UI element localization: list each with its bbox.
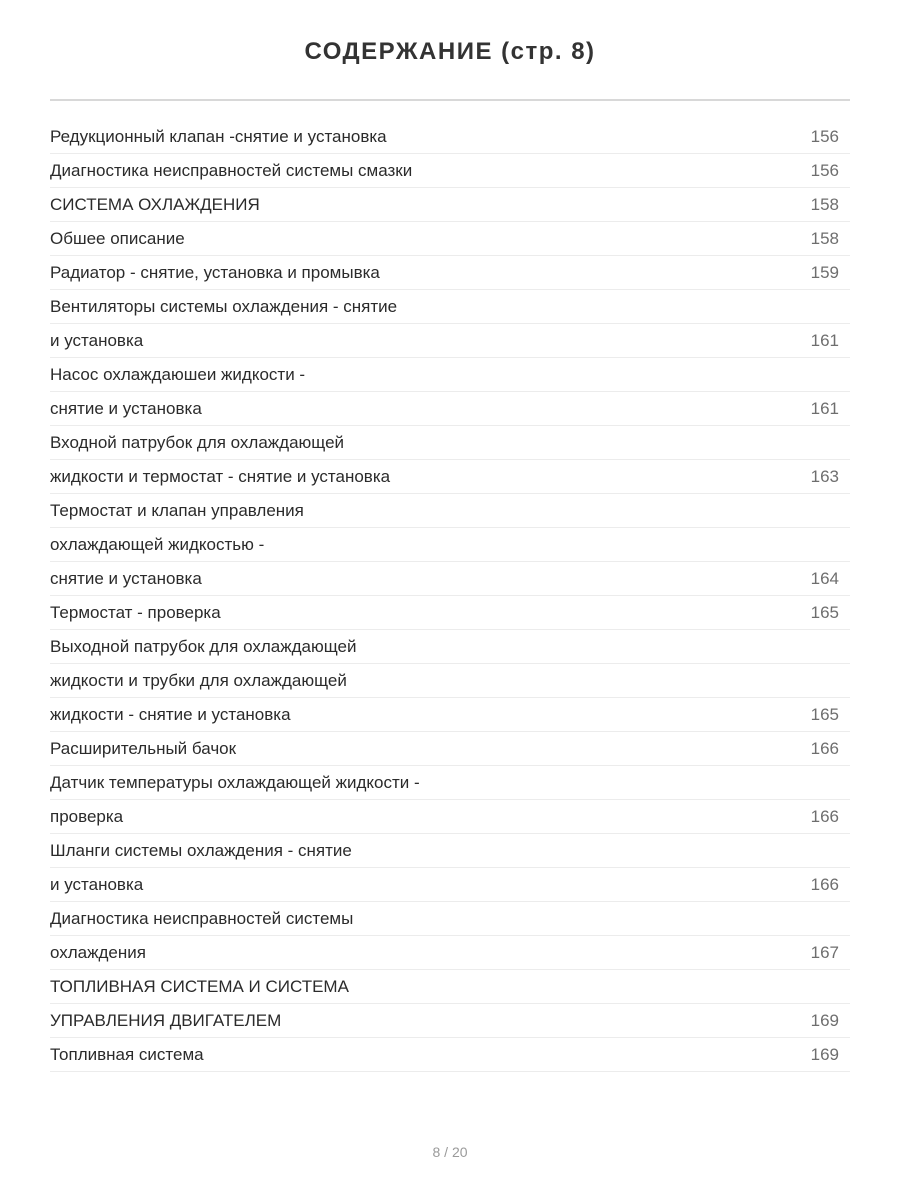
toc-entry-page-number: 166 [810,806,839,826]
toc-entry-page-number: 159 [810,262,839,282]
toc-entry[interactable] [50,222,850,256]
toc-entry-title: Шланги системы охлаждения - снятие [50,840,352,860]
toc-entry[interactable] [50,290,850,324]
toc-entry-title: Редукционный клапан -снятие и установка [50,126,387,146]
toc-entry-title: Выходной патрубок для охлаждающей [50,636,357,656]
toc-entry-page-number: 167 [810,942,839,962]
toc-entry-title: Обшее описание [50,228,185,248]
toc-entry-title: жидкости и термостат - снятие и установка [50,466,391,486]
toc-entry-title: СИСТЕМА ОХЛАЖДЕНИЯ [50,194,260,214]
toc-entry-title: охлаждения [50,942,146,962]
toc-entry[interactable] [50,732,850,766]
page-indicator: 8 / 20 [432,1144,468,1160]
toc-entry-title: Термостат и клапан управления [50,500,304,520]
toc-entry[interactable] [50,698,850,732]
toc-entry-title: и установка [50,330,144,350]
toc-entry[interactable] [50,358,850,392]
toc-entry[interactable] [50,902,850,936]
toc-entry-page-number: 163 [810,466,839,486]
toc-entry[interactable] [50,324,850,358]
toc-entry-page-number: 158 [810,194,839,214]
toc-entry[interactable] [50,188,850,222]
toc-entry-title: снятие и установка [50,568,202,588]
toc-entry-title: охлаждающей жидкостью - [50,534,265,554]
toc-entry[interactable] [50,1004,850,1038]
toc-entry[interactable] [50,664,850,698]
toc-entry[interactable] [50,494,850,528]
toc-entry-title: Входной патрубок для охлаждающей [50,432,345,452]
toc-entry-title: Датчик температуры охлаждающей жидкости - [50,772,420,792]
toc-entry-title: Диагностика неисправностей системы [50,908,354,928]
toc-entry-title: Термостат - проверка [50,602,221,622]
toc-entry-title: жидкости - снятие и установка [50,704,291,724]
toc-entry[interactable] [50,800,850,834]
toc-entry-title: ТОПЛИВНАЯ СИСТЕМА И СИСТЕМА [50,976,349,996]
toc-entry-page-number: 158 [810,228,839,248]
toc-entry[interactable] [50,562,850,596]
toc-entry-page-number: 161 [810,398,839,418]
page-title: СОДЕРЖАНИЕ (стр. 8) [304,38,596,65]
toc-entry[interactable] [50,936,850,970]
toc-entry-title: проверка [50,806,124,826]
toc-entry[interactable] [50,834,850,868]
toc-entry-page-number: 164 [810,568,839,588]
toc-entry-title: и установка [50,874,144,894]
toc-entry-title: Насос охлаждаюшеи жидкости - [50,364,306,384]
toc-entry[interactable] [50,426,850,460]
toc-entry[interactable] [50,256,850,290]
toc-entry[interactable] [50,766,850,800]
toc-entry-page-number: 156 [810,126,839,146]
toc-entry[interactable] [50,120,850,154]
toc-entry[interactable] [50,1038,850,1072]
toc-entry-title: Расширительный бачок [50,738,237,758]
toc-entry-title: Топливная система [50,1044,204,1064]
toc-entry-page-number: 169 [810,1010,839,1030]
toc-entry-title: жидкости и трубки для охлаждающей [50,670,347,690]
toc-entry-page-number: 169 [810,1044,839,1064]
toc-entry[interactable] [50,460,850,494]
toc-entry[interactable] [50,630,850,664]
toc-entry-page-number: 156 [810,160,839,180]
toc-entry-page-number: 165 [810,704,839,724]
toc-entry[interactable] [50,868,850,902]
toc-entry-title: снятие и установка [50,398,202,418]
toc-entry-page-number: 166 [810,738,839,758]
toc-entry[interactable] [50,528,850,562]
toc-entry[interactable] [50,596,850,630]
toc-entry[interactable] [50,392,850,426]
toc-entry-page-number: 166 [810,874,839,894]
toc-entry-page-number: 161 [810,330,839,350]
toc-entry-title: УПРАВЛЕНИЯ ДВИГАТЕЛЕМ [50,1010,282,1030]
toc-entry[interactable] [50,970,850,1004]
toc-entry[interactable] [50,154,850,188]
toc-entry-title: Диагностика неисправностей системы смазки [50,160,413,180]
toc-entry-page-number: 165 [810,602,839,622]
title-divider [50,99,850,101]
toc-list [50,120,850,1072]
toc-entry-title: Вентиляторы системы охлаждения - снятие [50,296,398,316]
toc-entry-title: Радиатор - снятие, установка и промывка [50,262,380,282]
